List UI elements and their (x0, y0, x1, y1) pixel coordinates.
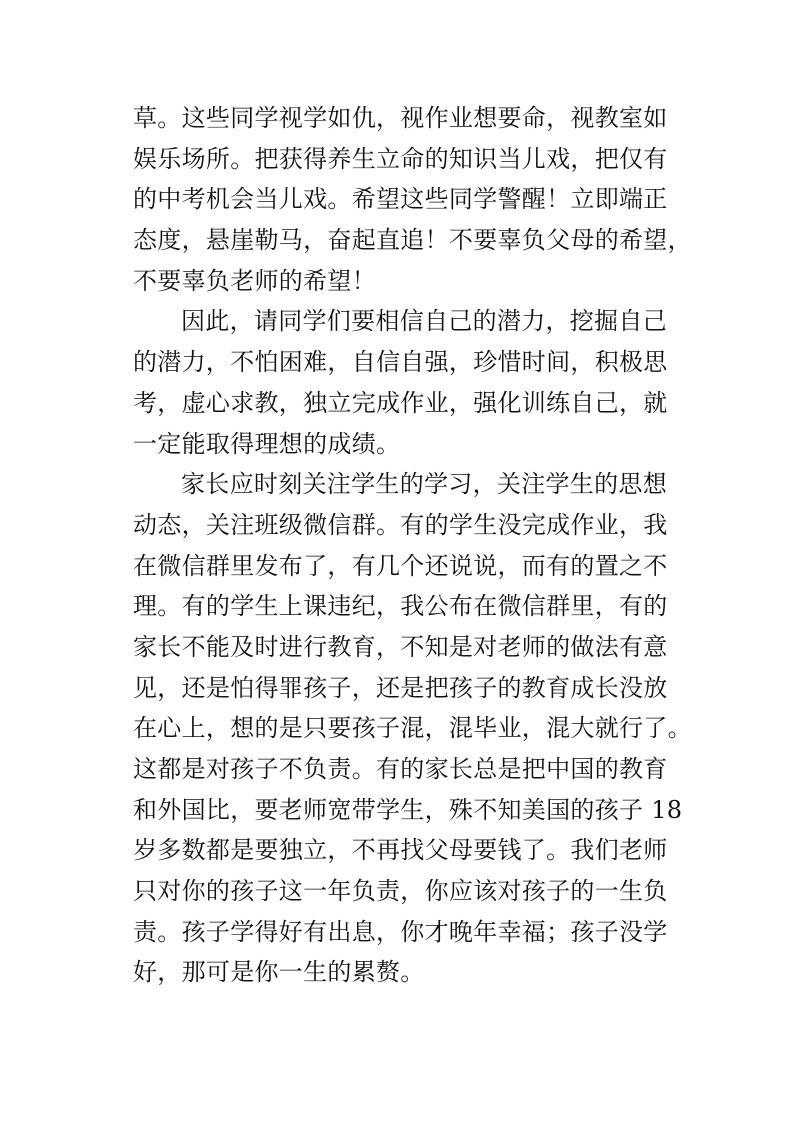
text-line: 在微信群里发布了，有几个还说说，而有的置之不 (133, 551, 668, 580)
body-text (133, 98, 692, 993)
text-line: 见，还是怕得罪孩子，还是把孩子的教育成长没放 (133, 673, 668, 702)
text-line: 在心上，想的是只要孩子混，混毕业，混大就行了。 (133, 714, 692, 743)
text-line: 考，虚心求教，独立完成作业，强化训练自己，就 (133, 388, 668, 417)
text-line: 好，那可是你一生的累赘。 (133, 958, 425, 987)
text-line: 娱乐场所。把获得养生立命的知识当儿戏，把仅有 (133, 144, 668, 173)
text-line: 的潜力，不怕困难，自信自强，珍惜时间，积极思 (133, 348, 668, 377)
text-line: 不要辜负老师的希望！ (133, 266, 376, 295)
text-line: 只对你的孩子这一年负责，你应该对孩子的一生负 (133, 877, 668, 906)
text-line: 家长不能及时进行教育，不知是对老师的做法有意 (133, 632, 668, 661)
text-line: 理。有的学生上课违纪，我公布在微信群里，有的 (133, 592, 668, 621)
text-line: 责。孩子学得好有出息，你才晚年幸福；孩子没学 (133, 917, 668, 946)
text-line: 草。这些同学视学如仇，视作业想要命，视教室如 (133, 104, 668, 132)
text-line: 的中考机会当儿戏。希望这些同学警醒！立即端正 (133, 185, 668, 214)
text-line: 家长应时刻关注学生的学习，关注学生的思想 (181, 470, 667, 499)
text-line: 这都是对孩子不负责。有的家长总是把中国的教育 (133, 755, 668, 783)
text-line: 一定能取得理想的成绩。 (133, 429, 401, 458)
text-line: 岁多数都是要独立，不再找父母要钱了。我们老师 (133, 836, 668, 865)
text-line: 和外国比，要老师宽带学生，殊不知美国的孩子 18 (133, 795, 683, 824)
text-line: 动态，关注班级微信群。有的学生没完成作业，我 (133, 510, 668, 539)
text-line: 因此，请同学们要相信自己的潜力，挖掘自己 (181, 307, 667, 336)
text-line: 态度，悬崖勒马，奋起直追！不要辜负父母的希望， (133, 226, 692, 255)
